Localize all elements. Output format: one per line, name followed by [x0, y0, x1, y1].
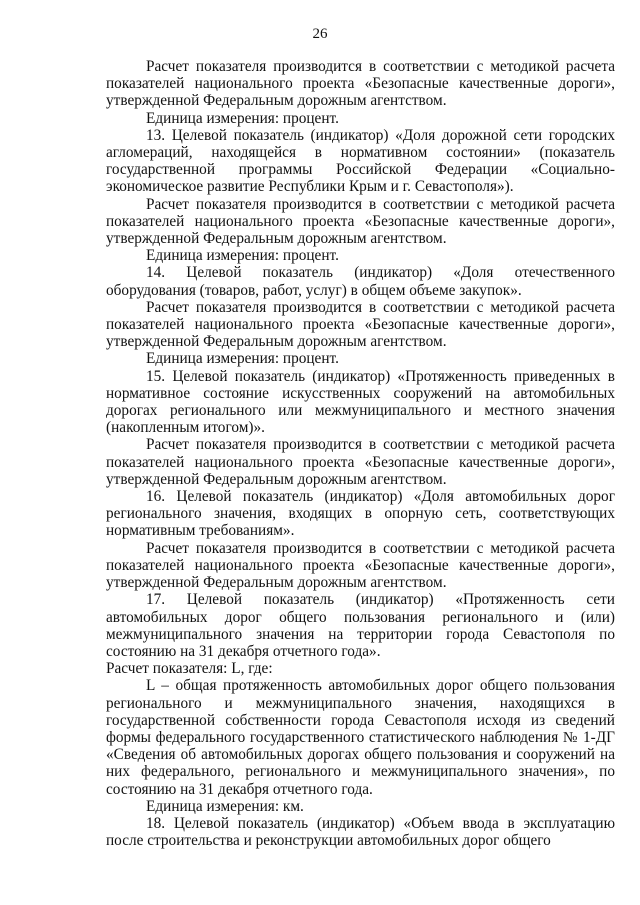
- paragraph-method-note: Расчет показателя производится в соответствии с методикой расчета показателей национального проекта «Безопасные качественные дороги», утвержденной Федеральным дорожным агентством.: [106, 436, 615, 488]
- paragraph-indicator-15: 15. Целевой показатель (индикатор) «Протяженность приведенных в нормативное состояние искусственных сооружений на автомобильных дорогах регионального или межмуниципального и местного значения (накопленным итогом)».: [106, 367, 615, 437]
- paragraph-indicator-14: 14. Целевой показатель (индикатор) «Доля отечественного оборудования (товаров, работ, услуг) в общем объеме закупок».: [106, 264, 615, 299]
- paragraph-unit: Единица измерения: процент.: [146, 247, 339, 265]
- paragraph-unit: Единица измерения: км.: [146, 797, 304, 815]
- paragraph-method-note: Расчет показателя производится в соответствии с методикой расчета показателей национального проекта «Безопасные качественные дороги», утвержденной Федеральным дорожным агентством.: [106, 298, 615, 351]
- page-number: 26: [312, 26, 328, 42]
- paragraph-indicator-16: 16. Целевой показатель (индикатор) «Доля автомобильных дорог регионального значения, входящих в опорную сеть, соответствующих нормативным требованиям».: [106, 488, 615, 540]
- document-body: [106, 58, 615, 849]
- paragraph-unit: Единица измерения: процент.: [146, 350, 339, 368]
- paragraph-calculation: Расчет показателя: L, где:: [106, 660, 273, 678]
- paragraph-unit: Единица измерения: процент.: [146, 109, 339, 127]
- paragraph-method-note: Расчет показателя производится в соответствии с методикой расчета показателей национального проекта «Безопасные качественные дороги», утвержденной Федеральным дорожным агентством.: [106, 195, 615, 248]
- paragraph-indicator-18: 18. Целевой показатель (индикатор) «Объем ввода в эксплуатацию после строительства и реконструкции автомобильных дорог общего: [106, 814, 615, 850]
- paragraph-l-definition: L – общая протяженность автомобильных дорог общего пользования регионального и межмуниципального значения, находящихся в государственной собственности города Севастополя исходя из сведений формы федерального государственного статистического наблюдения № 1-ДГ «Сведения об автомобильных дорогах общего пользования и сооружений на них федерального, регионального и межмуниципального значения», по состоянию на 31 декабря отчетного года.: [106, 677, 615, 798]
- paragraph-indicator-13: 13. Целевой показатель (индикатор) «Доля дорожной сети городских агломераций, находящейся в нормативном состоянии» (показатель государственной программы Российской Федерации «Социально-экономическое развитие Республики Крым и г. Севастополя»).: [106, 126, 615, 196]
- paragraph-method-note: Расчет показателя производится в соответствии с методикой расчета показателей национального проекта «Безопасные качественные дороги», утвержденной Федеральным дорожным агентством.: [106, 539, 615, 592]
- paragraph-indicator-17: 17. Целевой показатель (индикатор) «Протяженность сети автомобильных дорог общего пользования регионального и (или) межмуниципального значения на территории города Севастополя по состоянию на 31 декабря отчетного года».: [106, 591, 615, 660]
- paragraph-method-note: Расчет показателя производится в соответствии с методикой расчета показателей национального проекта «Безопасные качественные дороги», утвержденной Федеральным дорожным агентством.: [106, 58, 615, 110]
